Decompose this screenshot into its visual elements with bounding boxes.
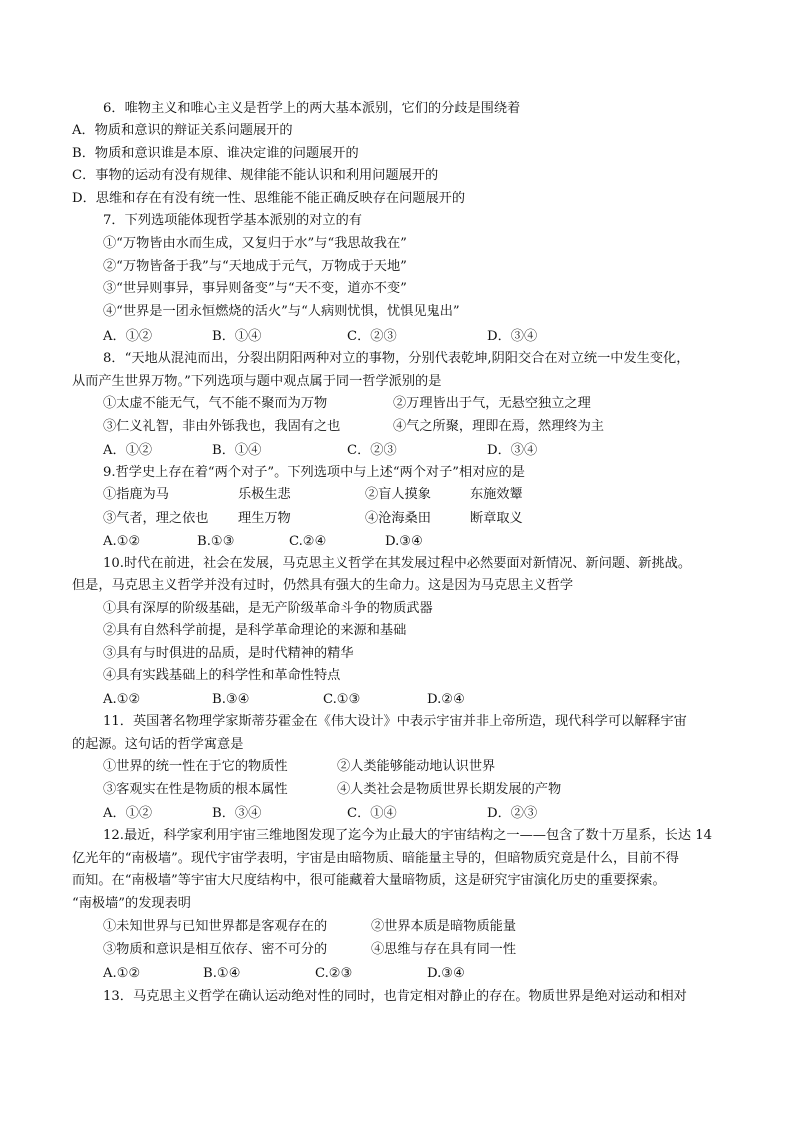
q10-item-1: ①具有深厚的阶级基础，是无产阶级革命斗争的物质武器 — [103, 601, 433, 616]
q11-answer-c: C．①④ — [347, 806, 397, 821]
q9-item-2a: ②盲人摸象 — [365, 487, 431, 502]
q9-items-row-2 — [103, 510, 663, 528]
q11-answer-d: D．②③ — [487, 806, 538, 821]
q9-stem: 9.哲学史上存在着“两个对子”。下列选项中与上述“两个对子”相对应的是 — [103, 465, 525, 480]
q7-item-1: ①“万物皆由水而生成，又复归于水”与“我思故我在” — [103, 236, 407, 251]
q8-items-row-1 — [103, 395, 663, 413]
q11-item-4: ④人类社会是物质世界长期发展的产物 — [337, 782, 562, 797]
q11-item-2: ②人类能够能动地认识世界 — [337, 759, 496, 774]
q8-item-2: ②万理皆出于气，无悬空独立之理 — [393, 396, 591, 411]
q12-item-2: ②世界本质是暗物质能量 — [371, 919, 517, 934]
q11-item-1: ①世界的统一性在于它的物质性 — [103, 759, 288, 774]
q11-stem-line-1: 11．英国著名物理学家斯蒂芬霍金在《伟大设计》中表示宇宙并非上帝所造，现代科学可以解释宇宙 — [103, 714, 687, 729]
q7-item-3: ③“世异则事异，事异则备变”与“天不变，道亦不变” — [103, 281, 407, 296]
q12-item-1: ①未知世界与已知世界都是客观存在的 — [103, 919, 328, 934]
q11-items-row-2 — [103, 781, 663, 799]
q12-answer-c: C.②③ — [315, 966, 353, 981]
q7-answer-c: C．②③ — [347, 329, 397, 344]
q8-answer-row — [103, 442, 663, 460]
q8-answer-c: C．②③ — [347, 443, 397, 458]
q7-answer-row — [103, 328, 663, 346]
q7-stem: 7．下列选项能体现哲学基本派别的对立的有 — [103, 213, 362, 228]
q11-stem-line-2: 的起源。这句话的哲学寓意是 — [72, 737, 244, 752]
q11-answer-b: B．③④ — [212, 806, 262, 821]
q12-stem-line-1: 12.最近，科学家利用宇宙三维地图发现了迄今为止最大的宇宙结构之一——包含了数十万星系，长达 14 — [103, 828, 713, 843]
q11-item-3: ③客观实在性是物质的根本属性 — [103, 782, 288, 797]
q10-answer-a: A.①② — [103, 692, 141, 707]
q9-item-3a: ③气者，理之依也 — [103, 511, 209, 526]
q9-answer-row — [103, 533, 663, 551]
q6-option-d: D．思维和存在有没有统一性、思维能不能正确反映存在问题展开的 — [72, 191, 466, 206]
q10-answer-row — [103, 691, 663, 709]
q9-answer-a: A.①② — [103, 534, 141, 549]
q12-stem-line-3: 而知。在“南极墙”等宇宙大尺度结构中，很可能藏着大量暗物质，这是研究宇宙演化历史的重要探索。 — [72, 873, 666, 888]
q8-answer-b: B．①④ — [212, 443, 262, 458]
q10-stem-line-2: 但是，马克思主义哲学并没有过时，仍然具有强大的生命力。这是因为马克思主义哲学 — [72, 578, 574, 593]
q8-answer-a: A．①② — [103, 443, 153, 458]
q11-items-row-1 — [103, 758, 663, 776]
q6-stem: 6．唯物主义和唯心主义是哲学上的两大基本派别，它们的分歧是围绕着 — [103, 101, 521, 116]
q12-answer-row — [103, 965, 663, 983]
q10-item-2: ②具有自然科学前提，是科学革命理论的来源和基础 — [103, 623, 407, 638]
q12-items-row-1 — [103, 918, 663, 936]
q9-item-1a: ①指鹿为马 — [103, 487, 169, 502]
q7-item-4: ④“世界是一团永恒燃烧的活火”与“人病则忧惧，忧惧见鬼出” — [103, 304, 460, 319]
q10-answer-d: D.②④ — [427, 692, 465, 707]
q13-stem-line-1: 13．马克思主义哲学在确认运动绝对性的同时，也肯定相对静止的存在。物质世界是绝对运动和相对 — [103, 989, 687, 1004]
q6-option-a: A．物质和意识的辩证关系问题展开的 — [72, 123, 293, 138]
q7-answer-a: A．①② — [103, 329, 153, 344]
q7-item-2: ②“万物皆备于我”与“天地成于元气，万物成于天地” — [103, 259, 407, 274]
q12-stem-line-2: 亿光年的“南极墙”。现代宇宙学表明，宇宙是由暗物质、暗能量主导的，但暗物质究竟是什么，目前不得 — [72, 851, 679, 866]
q9-item-3b: 理生万物 — [238, 511, 291, 526]
q11-answer-a: A．①② — [103, 806, 153, 821]
q9-answer-d: D.③④ — [385, 534, 423, 549]
q9-item-2b: 东施效颦 — [470, 487, 523, 502]
q7-answer-b: B．①④ — [212, 329, 262, 344]
q7-answer-d: D．③④ — [487, 329, 538, 344]
q8-stem-line-2: 从而产生世界万物。”下列选项与题中观点属于同一哲学派别的是 — [72, 374, 442, 389]
q10-item-4: ④具有实践基础上的科学性和革命性特点 — [103, 668, 341, 683]
q12-item-3: ③物质和意识是相互依存、密不可分的 — [103, 942, 328, 957]
q10-answer-b: B.③④ — [212, 692, 250, 707]
q12-answer-a: A.①② — [103, 966, 141, 981]
q9-item-4b: 断章取义 — [470, 511, 523, 526]
q8-item-3: ③仁义礼智，非由外铄我也，我固有之也 — [103, 419, 341, 434]
q8-item-1: ①太虚不能无气，气不能不聚而为万物 — [103, 396, 328, 411]
q12-answer-d: D.③④ — [427, 966, 465, 981]
q10-answer-c: C.①③ — [323, 692, 361, 707]
q10-item-3: ③具有与时俱进的品质，是时代精神的精华 — [103, 646, 354, 661]
q12-answer-b: B.①④ — [203, 966, 241, 981]
q9-items-row-1 — [103, 486, 663, 504]
q12-items-row-2 — [103, 941, 663, 959]
q12-stem-line-4: “南极墙”的发现表明 — [72, 896, 191, 911]
q8-items-row-2 — [103, 418, 663, 436]
q12-item-4: ④思维与存在具有同一性 — [371, 942, 517, 957]
q9-answer-c: C.②④ — [289, 534, 327, 549]
q8-answer-d: D．③④ — [487, 443, 538, 458]
q9-answer-b: B.①③ — [197, 534, 235, 549]
q11-answer-row — [103, 805, 663, 823]
q6-option-c: C．事物的运动有没有规律、规律能不能认识和利用问题展开的 — [72, 168, 439, 183]
q9-item-1b: 乐极生悲 — [238, 487, 291, 502]
q6-option-b: B．物质和意识谁是本原、谁决定谁的问题展开的 — [72, 146, 359, 161]
q8-stem-line-1: 8．“天地从混沌而出，分裂出阴阳两种对立的事物，分别代表乾坤,阴阳交合在对立统一中发生变化， — [103, 351, 690, 366]
q9-item-4a: ④沧海桑田 — [365, 511, 431, 526]
q10-stem-line-1: 10.时代在前进，社会在发展，马克思主义哲学在其发展过程中必然要面对新情况、新问题、新挑战。 — [103, 556, 692, 571]
q8-item-4: ④气之所聚，理即在焉，然理终为主 — [393, 419, 604, 434]
